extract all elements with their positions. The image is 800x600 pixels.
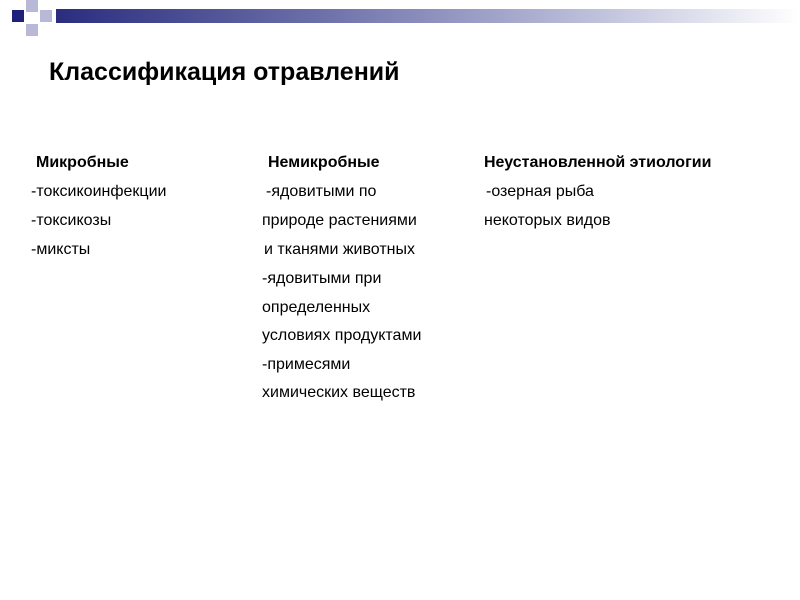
column-header-microbial: Микробные: [36, 154, 129, 171]
column-header-unknown-etiology: Неустановленной этиологии: [484, 154, 712, 171]
list-item: -миксты: [31, 241, 91, 258]
list-item: условиях продуктами: [262, 327, 422, 344]
list-item: -озерная рыба: [486, 183, 594, 200]
decor-square: [40, 10, 52, 22]
list-item: определенных: [262, 299, 371, 316]
list-item: и тканями животных: [264, 241, 416, 258]
list-item: -токсикоинфекции: [31, 183, 167, 200]
list-item: -примесями: [262, 356, 351, 373]
column-header-non-microbial: Немикробные: [268, 154, 380, 171]
list-item: -токсикозы: [31, 212, 112, 229]
decor-square: [12, 24, 24, 36]
list-item: -ядовитыми по: [266, 183, 377, 200]
list-item: некоторых видов: [484, 212, 611, 229]
decor-square: [12, 10, 24, 22]
decor-square: [26, 24, 38, 36]
list-item: химических веществ: [262, 384, 416, 401]
decor-square: [26, 0, 38, 12]
list-item: природе растениями: [262, 212, 417, 229]
slide-title: Классификация отравлений: [49, 58, 400, 86]
list-item: -ядовитыми при: [262, 270, 382, 287]
header-decoration-band: [56, 9, 800, 23]
